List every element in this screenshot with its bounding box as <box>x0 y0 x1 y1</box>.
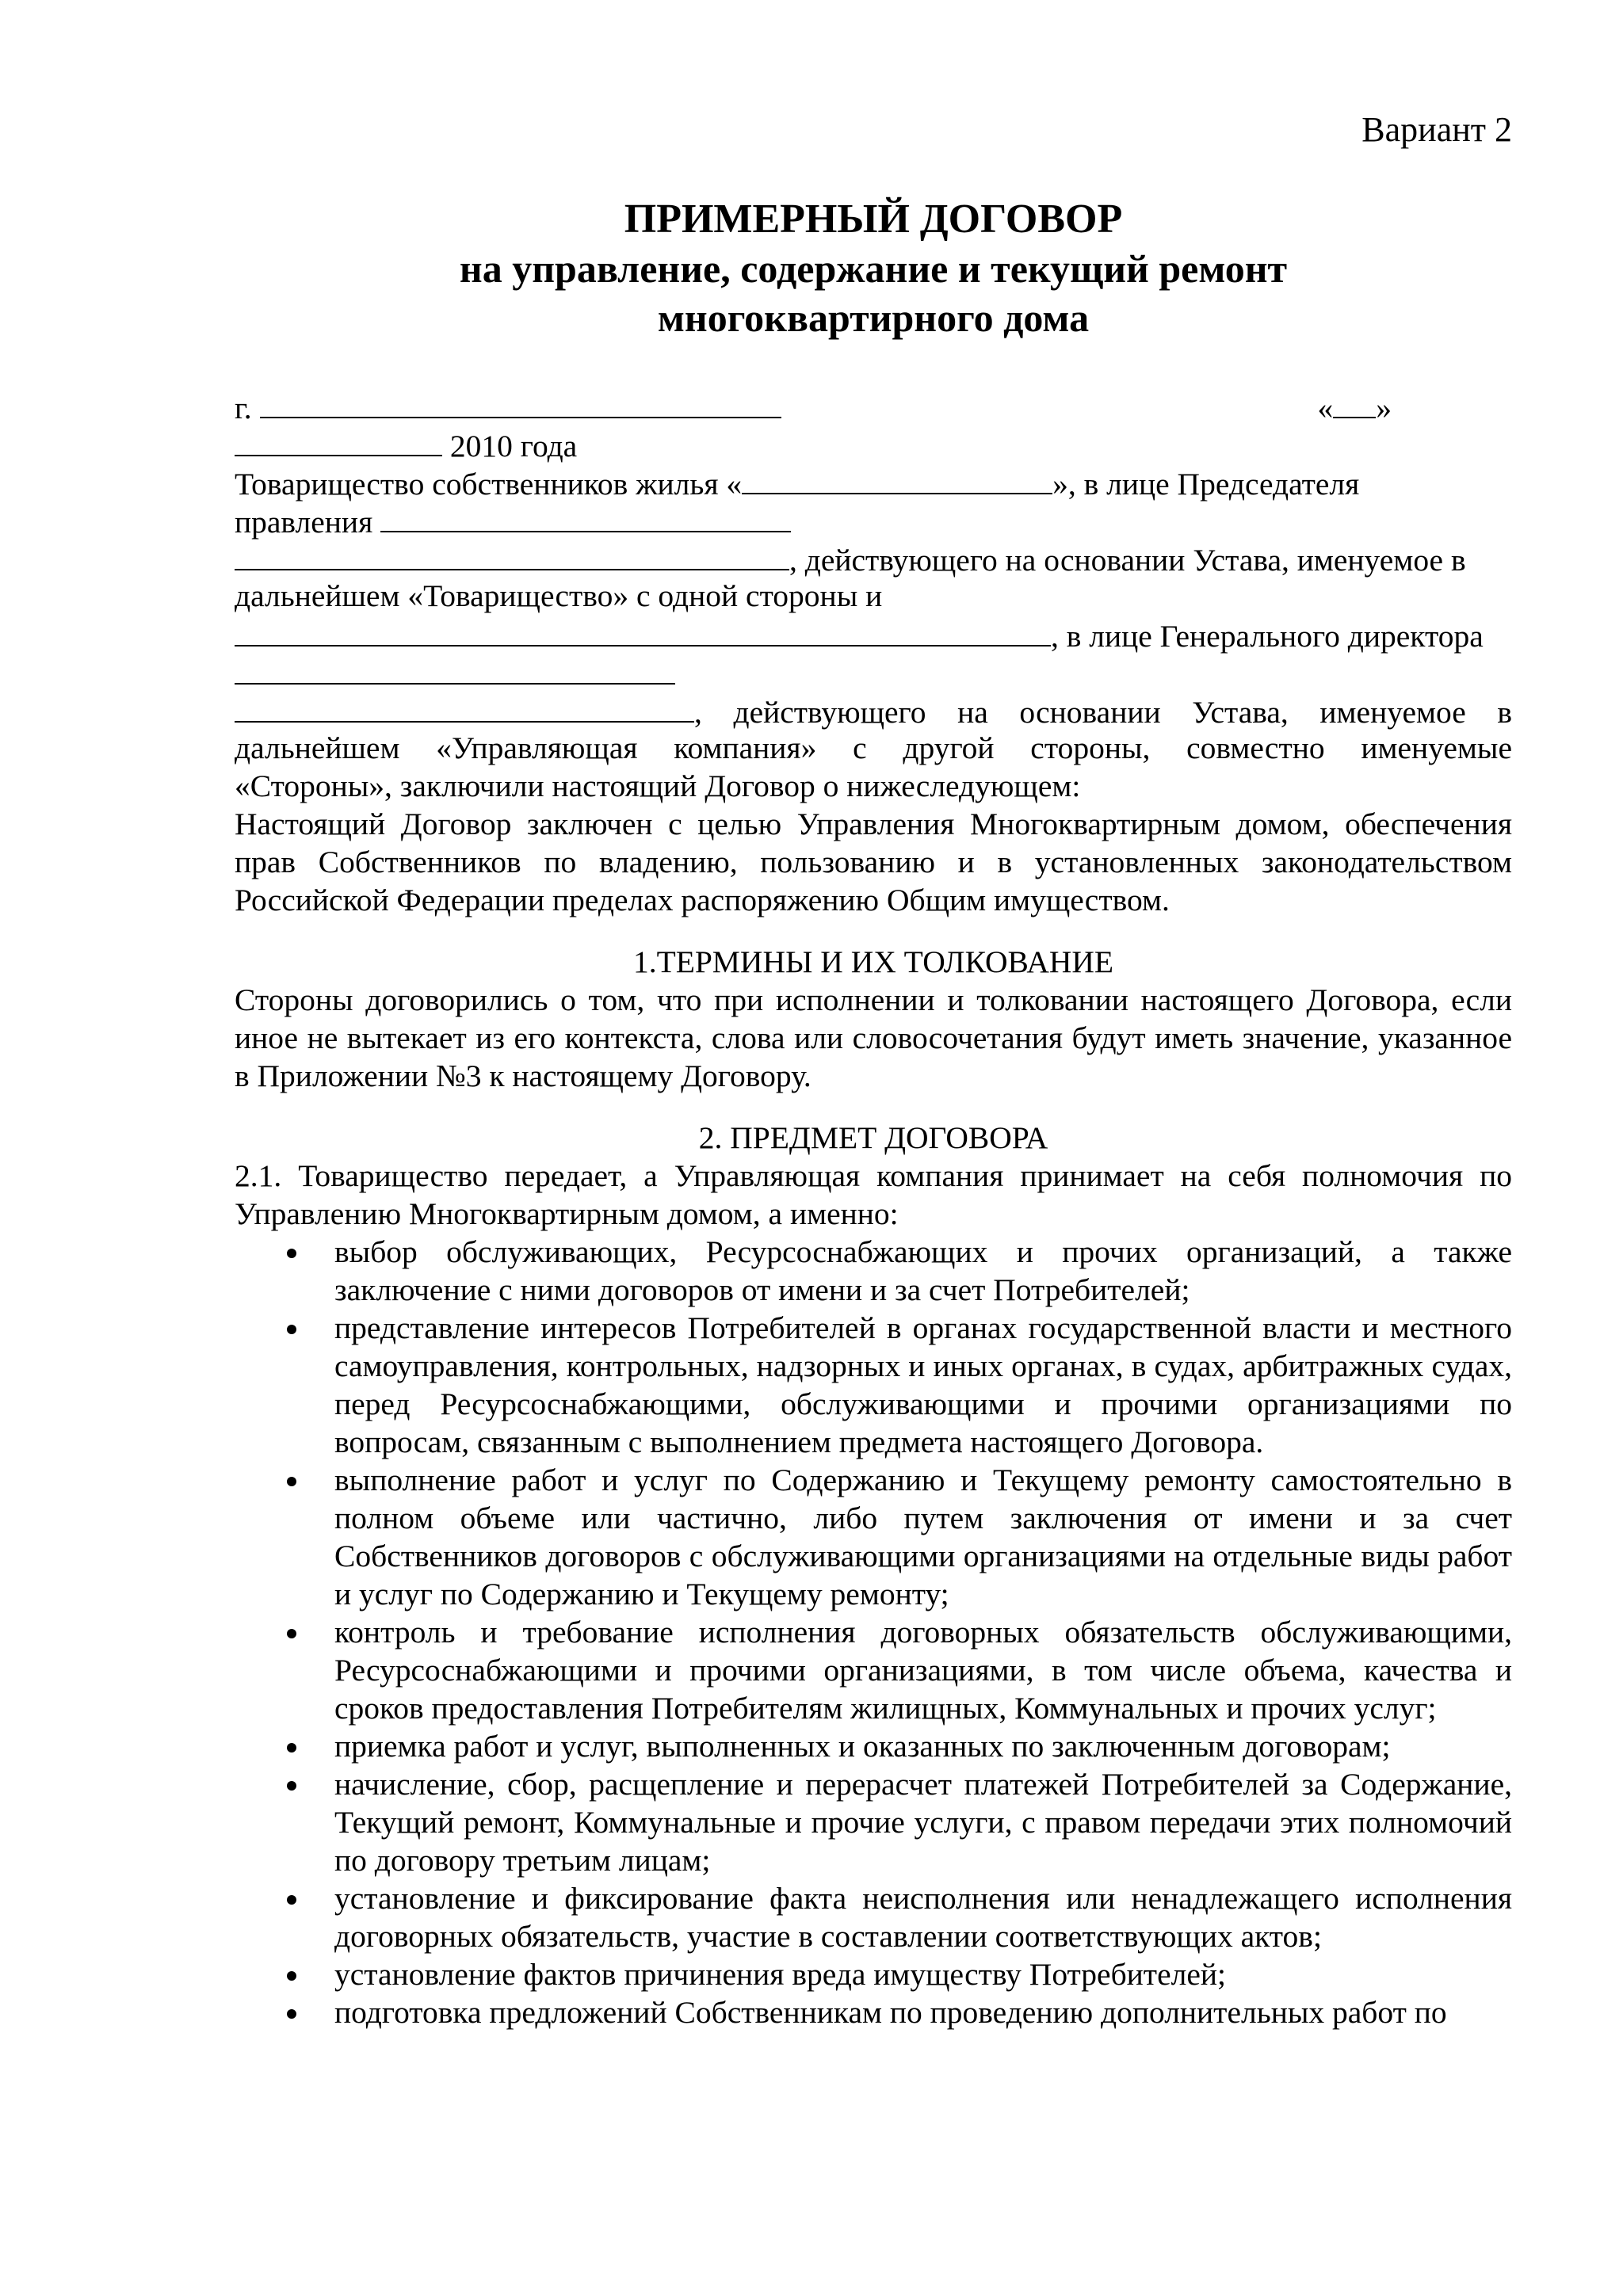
list-item-text: подготовка предложений Собственникам по проведению дополнительных работ по <box>334 1995 1447 2030</box>
list-item-text: установление и фиксирование факта неисполнения или ненадлежащего исполнения договорных обязательств, участие в составлении соответствующих актов; <box>334 1881 1512 1954</box>
list-item <box>235 1727 1512 1765</box>
list-item <box>235 1233 1512 1309</box>
bullet-icon <box>287 2009 296 2019</box>
bullet-icon <box>287 1249 296 1258</box>
company-party-line <box>235 729 1512 767</box>
list-item-text: приемка работ и услуг, выполненных и оказанных по заключенным договорам; <box>334 1729 1391 1764</box>
spacer <box>235 919 1512 943</box>
list-item <box>235 1309 1512 1461</box>
list-item-text: установление фактов причинения вреда имуществу Потребителей; <box>334 1957 1226 1992</box>
preamble <box>235 387 1512 2031</box>
date-open-quote: « <box>1317 391 1334 425</box>
list-item <box>235 1993 1512 2031</box>
list-item <box>235 1765 1512 1879</box>
company-text: , в лице Генерального директора <box>1051 619 1484 654</box>
date-close-quote: » <box>1376 391 1392 425</box>
section-2-list <box>235 1233 1512 2031</box>
date-day <box>1318 387 1392 427</box>
month-blank <box>235 425 442 456</box>
section-2-heading: 2. ПРЕДМЕТ ДОГОВОРА <box>698 1120 1048 1155</box>
title-line-1: ПРИМЕРНЫЙ ДОГОВОР <box>624 196 1123 242</box>
title-line-2: на управление, содержание и текущий ремонт <box>459 246 1288 291</box>
chairman-blank <box>380 501 791 532</box>
year-line <box>235 425 1512 463</box>
charter-text-1: , действующего на основании Устава, именуемое в <box>789 543 1466 578</box>
charter-line-2 <box>235 691 1512 729</box>
parties-line <box>235 767 1512 805</box>
bullet-icon <box>287 1325 296 1334</box>
list-item <box>235 1955 1512 1993</box>
board-text: правления <box>235 505 373 540</box>
company-name-blank <box>235 615 1051 646</box>
tsj-party-line <box>235 577 1512 615</box>
city-blank <box>260 387 781 418</box>
charter-text-2: , действующего на основании Устава, именуемое в <box>694 695 1512 730</box>
chairman-name-blank <box>235 539 789 570</box>
bullet-icon <box>287 1971 296 1981</box>
list-item-text: выбор обслуживающих, Ресурсоснабжающих и прочих организаций, а также заключение с ними договоров от имени и за счет Потребителей; <box>334 1234 1512 1307</box>
director-blank <box>235 653 675 685</box>
tsj-line <box>235 463 1512 501</box>
list-item-text: выполнение работ и услуг по Содержанию и Текущему ремонту самостоятельно в полном объеме или частично, либо путем заключения от имени и за счет Собственников договоров с обслуживающими организациями на отдельные виды работ и услуг по Содержанию и Текущему ремонту; <box>334 1463 1512 1611</box>
city-prefix: г. <box>235 391 252 425</box>
company-line <box>235 615 1512 653</box>
director-line <box>235 653 1512 691</box>
tsj-party-text: дальнейшем «Товарищество» с одной стороны и <box>235 578 883 613</box>
year-text: 2010 года <box>449 429 578 463</box>
title-line-3: многоквартирного дома <box>657 296 1090 340</box>
document-title <box>235 195 1512 342</box>
bullet-icon <box>287 1781 296 1791</box>
list-item <box>235 1879 1512 1955</box>
bullet-icon <box>287 1743 296 1753</box>
city-date-line <box>235 387 1512 425</box>
list-item <box>235 1461 1512 1613</box>
spacer <box>235 1095 1512 1119</box>
section-1-heading: 1.ТЕРМИНЫ И ИХ ТОЛКОВАНИЕ <box>632 944 1114 979</box>
tsj-name-blank <box>742 463 1052 494</box>
bullet-icon <box>287 1477 296 1486</box>
tsj-text-b: », в лице Председателя <box>1052 467 1360 502</box>
list-item <box>235 1613 1512 1727</box>
list-item-text: контроль и требование исполнения договорных обязательств обслуживающими, Ресурсоснабжающими и прочими организациями, в том числе объема, качества и сроков предоставления Потребителям жилищных, Коммунальных и прочих услуг; <box>334 1615 1512 1726</box>
day-blank <box>1333 387 1376 418</box>
board-line <box>235 501 1512 539</box>
list-item-text: представление интересов Потребителей в органах государственной власти и местного самоуправления, контрольных, надзорных и иных органах, в судах, арбитражных судах, перед Ресурсоснабжающими, обслуживающими и прочими организациями по вопросам, связанным с выполнением предмета настоящего Договора. <box>334 1310 1512 1459</box>
list-item-text: начисление, сбор, расщепление и перерасчет платежей Потребителей за Содержание, Текущий ремонт, Коммунальные и прочие услуги, с правом передачи этих полномочий по договору третьим лицам; <box>334 1767 1512 1878</box>
section-2-intro: 2.1. Товарищество передает, а Управляющая компания принимает на себя полномочия по Управлению Многоквартирным домом, а именно: <box>235 1158 1512 1231</box>
company-party-text: дальнейшем «Управляющая компания» с другой стороны, совместно именуемые <box>235 730 1512 765</box>
charter-line-1 <box>235 539 1512 577</box>
tsj-text-a: Товарищество собственников жилья « <box>235 467 743 502</box>
bullet-icon <box>287 1895 296 1905</box>
director-name-blank <box>235 691 694 723</box>
section-1-text: Стороны договорились о том, что при исполнении и толковании настоящего Договора, если иное не вытекает из его контекста, слова или словосочетания будут иметь значение, указанное в Приложении №3 к настоящему Договору. <box>235 982 1512 1093</box>
variant-label: Вариант 2 <box>1361 110 1512 149</box>
parties-text: «Стороны», заключили настоящий Договор о нижеследующем: <box>235 769 1081 803</box>
purpose-paragraph: Настоящий Договор заключен с целью Управления Многоквартирным домом, обеспечения прав Собственников по владению, пользованию и в установленных законодательством Российской Федерации пределах распоряжению Общим имуществом. <box>235 807 1512 917</box>
bullet-icon <box>287 1629 296 1638</box>
